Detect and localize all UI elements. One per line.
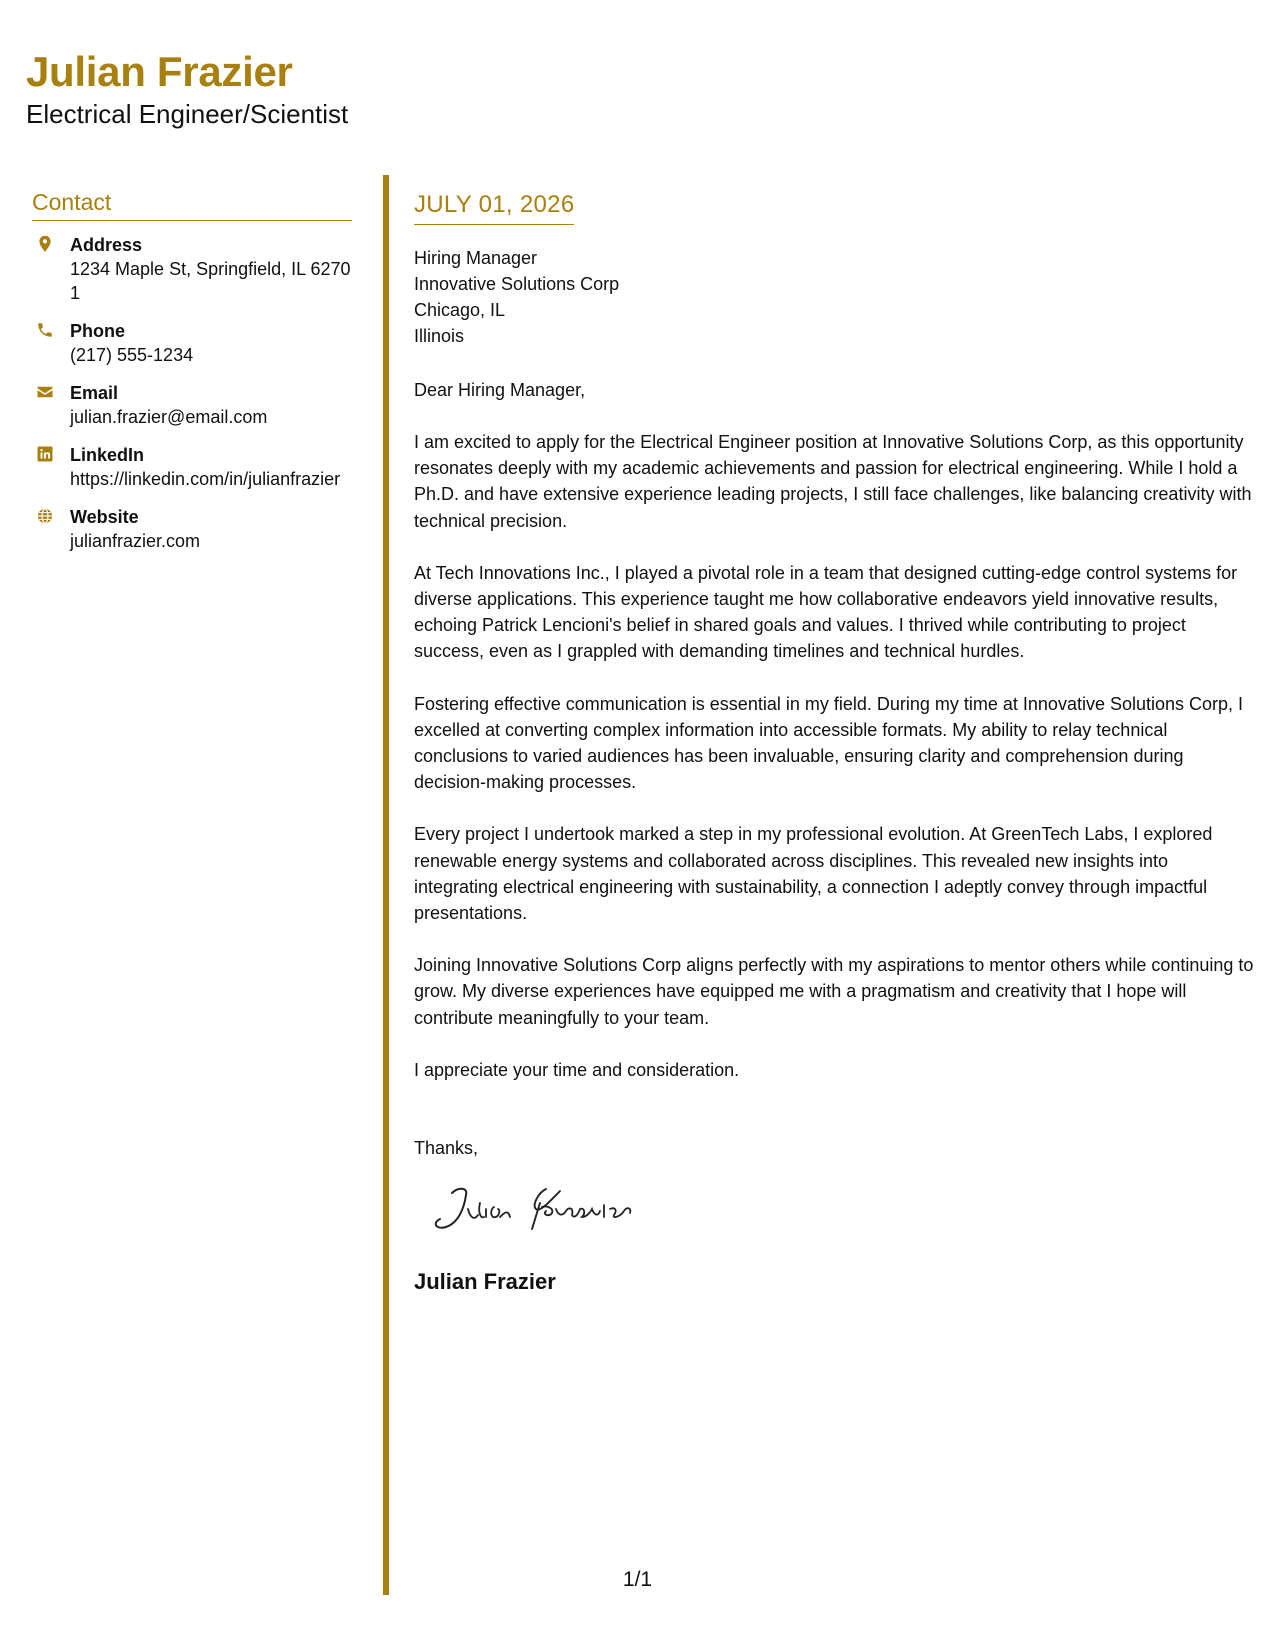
- phone-icon: [36, 321, 54, 339]
- contact-linkedin: [32, 443, 352, 491]
- recipient-line: Hiring Manager: [414, 248, 538, 268]
- body-paragraph: Fostering effective communication is essential in my field. During my time at Innovative Solutions Corp, I excelled at converting complex information into accessible formats. My ability to relay technical conclusions to varied audiences has been invaluable, ensuring clarity and comprehension during decision-making processes.: [414, 693, 1244, 793]
- body-paragraph: At Tech Innovations Inc., I played a pivotal role in a team that designed cutting-edge control systems for diverse applications. This experience taught me how collaborative endeavors yield innovative results, echoing Patrick Lencioni's belief in shared goals and values. I thrived while contributing to project success, even as I grappled with demanding timelines and technical hurdles.: [414, 562, 1238, 662]
- contact-sidebar: [32, 188, 352, 567]
- map-pin-icon: [36, 235, 54, 253]
- letter-date: JULY 01, 2026: [414, 190, 574, 225]
- recipient-line: Illinois: [414, 326, 465, 346]
- applicant-name: Julian Frazier: [26, 48, 293, 95]
- body-paragraph: Every project I undertook marked a step in my professional evolution. At GreenTech Labs, I explored renewable energy systems and collaborated across disciplines. This revealed new insights into integrating electrical engineering with sustainability, a connection I adeptly convey through impactful presentations.: [414, 824, 1213, 924]
- page-number: 1/1: [622, 1568, 653, 1591]
- globe-icon: [36, 507, 54, 525]
- contact-label: LinkedIn: [70, 445, 145, 465]
- contact-website: [32, 505, 352, 553]
- recipient-line: Chicago, IL: [414, 300, 506, 320]
- handwritten-signature: [428, 1179, 668, 1241]
- contact-email: [32, 381, 352, 429]
- accent-divider: [383, 175, 389, 1595]
- linkedin-icon: [36, 445, 54, 463]
- job-title: Electrical Engineer/Scientist: [26, 99, 349, 129]
- contact-heading: Contact: [32, 188, 352, 221]
- body-paragraph: Joining Innovative Solutions Corp aligns perfectly with my aspirations to mentor others while continuing to grow. My diverse experiences have equipped me with a pragmatism and creativity that I hope will contribute meaningfully to your team.: [414, 955, 1254, 1028]
- contact-label: Email: [70, 383, 119, 403]
- contact-phone: [32, 319, 352, 367]
- body-paragraph: I am excited to apply for the Electrical Engineer position at Innovative Solutions Corp, as this opportunity resonates deeply with my academic achievements and passion for electrical engineering. While I hold a Ph.D. and have extensive experience leading projects, I still face challenges, like balancing creativity with technical precision.: [414, 432, 1252, 531]
- signoff: Thanks,: [414, 1137, 479, 1158]
- contact-value[interactable]: https://linkedin.com/in/julianfrazier: [70, 469, 341, 489]
- envelope-icon: [36, 383, 54, 401]
- contact-value: 1234 Maple St, Springfield, IL 62701: [70, 259, 351, 303]
- contact-value[interactable]: julianfrazier.com: [70, 531, 201, 551]
- contact-label: Website: [70, 507, 139, 527]
- contact-label: Address: [70, 235, 143, 255]
- contact-value: (217) 555-1234: [70, 345, 194, 365]
- contact-value: julian.frazier@email.com: [70, 407, 268, 427]
- letter-body: [414, 190, 1254, 1296]
- salutation: Dear Hiring Manager,: [414, 380, 586, 400]
- signer-name: Julian Frazier: [414, 1268, 556, 1294]
- recipient-block: [414, 245, 1254, 349]
- closing-line: I appreciate your time and consideration.: [414, 1059, 740, 1080]
- contact-address: [32, 233, 352, 305]
- recipient-line: Innovative Solutions Corp: [414, 274, 620, 294]
- contact-label: Phone: [70, 321, 126, 341]
